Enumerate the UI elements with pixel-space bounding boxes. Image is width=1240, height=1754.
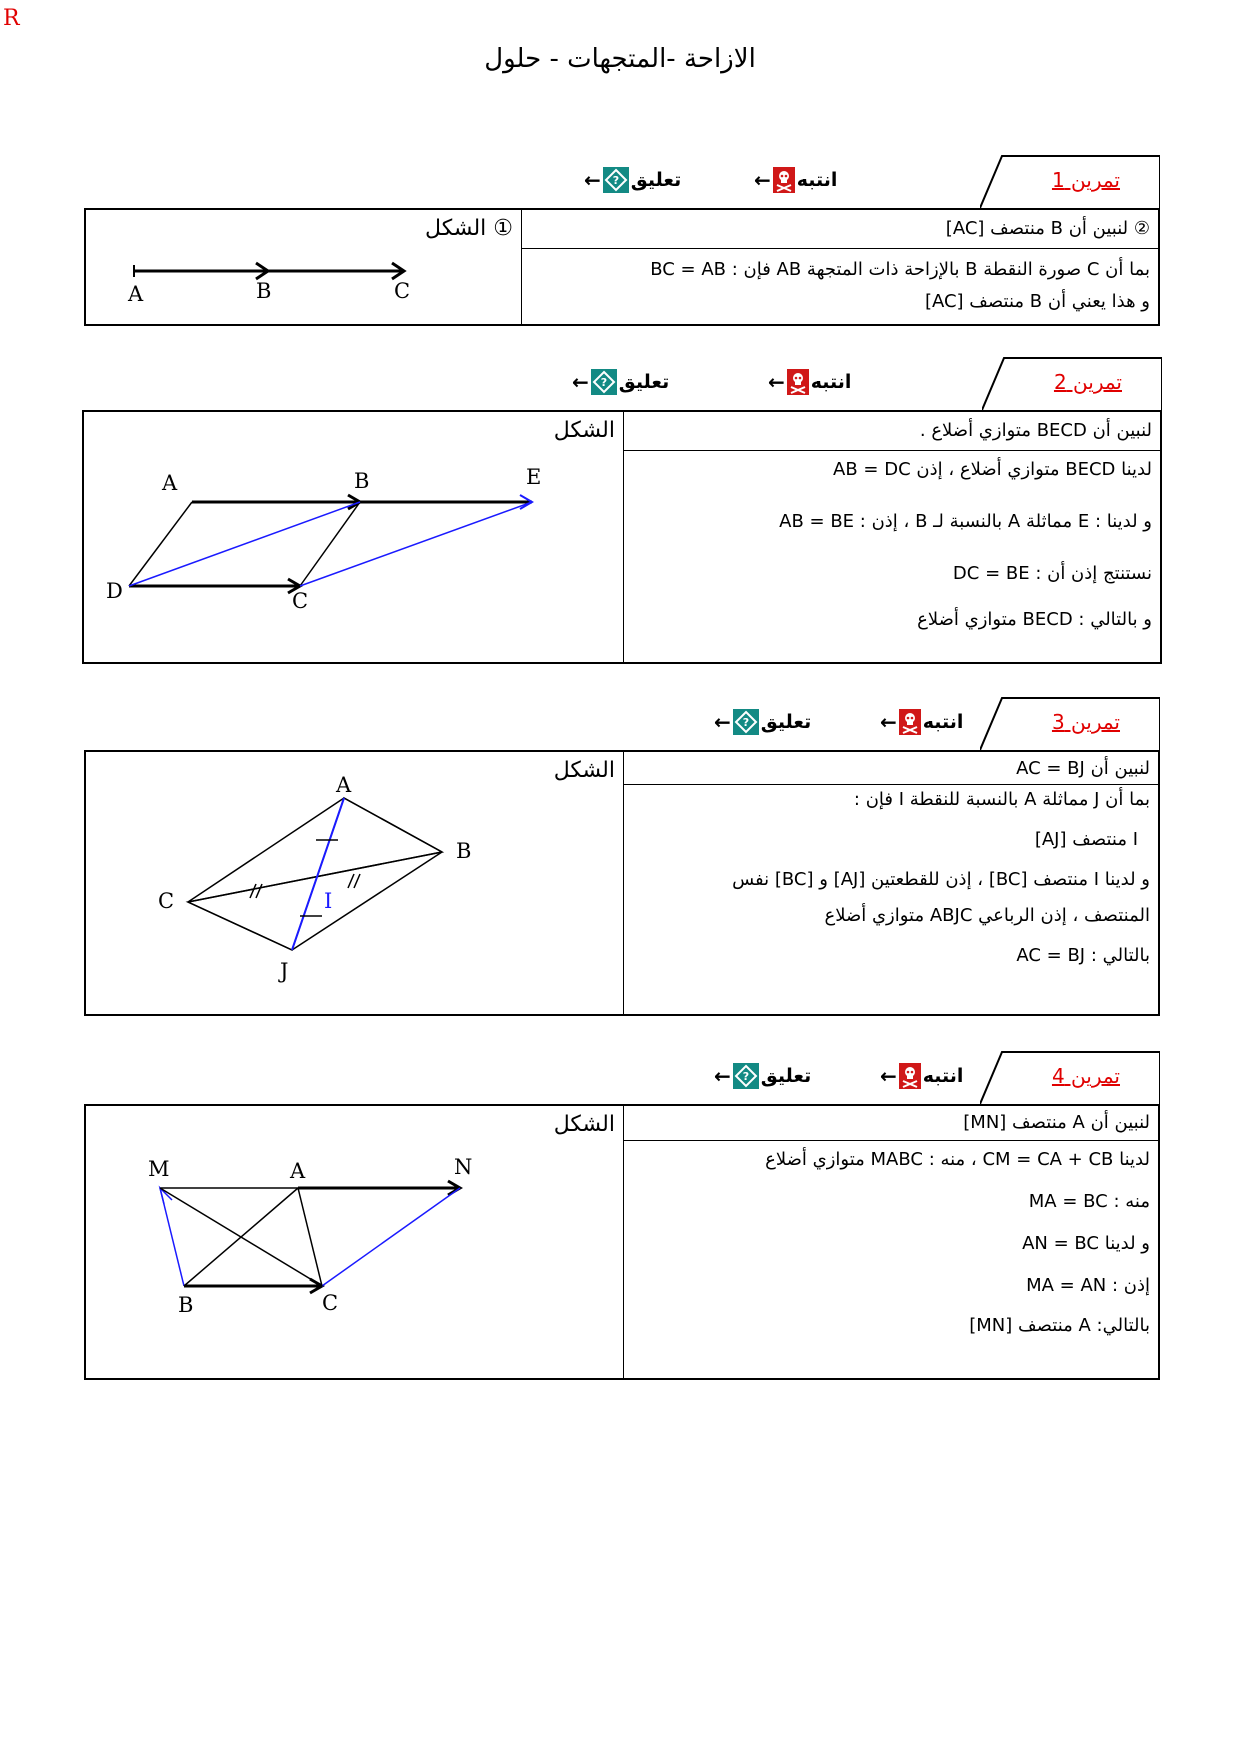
left-arrow-icon: ← <box>714 710 731 734</box>
solution-line: إذن : MA = AN <box>1026 1275 1150 1296</box>
figure-cell <box>86 752 624 1014</box>
comment-button[interactable] <box>714 708 811 736</box>
solution-line: لدينا CM = CA + CB ، منه : MABC متوازي أضلاع <box>765 1149 1150 1170</box>
left-arrow-icon: ← <box>880 1064 897 1088</box>
point-j-label: J <box>280 959 289 983</box>
left-arrow-icon: ← <box>714 1064 731 1088</box>
exercise-title[interactable]: تمرين 3 <box>1051 710 1120 734</box>
exercise-title[interactable]: تمرين 2 <box>1053 370 1122 394</box>
left-arrow-icon: ← <box>584 168 601 192</box>
solution-cell <box>624 752 1158 1014</box>
solution-line: و لدينا AN = BC <box>1022 1233 1150 1254</box>
attention-button[interactable] <box>754 166 837 194</box>
attention-button[interactable] <box>768 368 851 396</box>
solution-line: منه : MA = BC <box>1028 1191 1150 1212</box>
solution-cell <box>522 210 1158 324</box>
point-a-label: A <box>128 282 144 306</box>
comment-button[interactable] <box>714 1062 811 1090</box>
comment-icon <box>733 1063 759 1089</box>
corner-mark: R <box>3 6 20 31</box>
skull-icon <box>899 1063 921 1089</box>
page-title: الازاحة -المتجهات - حلول <box>484 44 756 74</box>
solution-question: لنبين أن A منتصف [MN] <box>624 1106 1158 1141</box>
figure-label: الشكل <box>553 418 615 443</box>
point-n-label: N <box>454 1155 473 1179</box>
figure-3 <box>86 752 624 1014</box>
comment-label: تعليق <box>760 711 812 733</box>
exercise-header <box>82 356 1162 410</box>
exercise-table <box>84 750 1160 1016</box>
left-arrow-icon: ← <box>768 370 785 394</box>
solution-line: نستنتج إذن أن : DC = BE <box>952 563 1152 584</box>
comment-icon <box>733 709 759 735</box>
point-m-label: M <box>148 1157 170 1181</box>
point-c-label: C <box>292 589 309 613</box>
figure-cell <box>86 1106 624 1378</box>
point-e-label: E <box>526 465 542 489</box>
svg-text:?: ? <box>612 174 619 187</box>
left-arrow-icon: ← <box>880 710 897 734</box>
skull-icon <box>773 167 795 193</box>
attention-label: انتبه <box>922 711 964 733</box>
exercise-table <box>82 410 1162 664</box>
comment-button[interactable] <box>584 166 681 194</box>
solution-question: لنبين أن BECD متوازي أضلاع . <box>624 412 1160 451</box>
point-d-label: D <box>106 579 123 603</box>
exercise-header <box>84 696 1160 750</box>
segment-db <box>129 502 360 586</box>
solution-question: لنبين أن AC = BJ <box>624 752 1158 785</box>
point-i-label: I <box>324 889 333 913</box>
comment-label: تعليق <box>760 1065 812 1087</box>
exercise-2 <box>82 356 1162 664</box>
attention-label: انتبه <box>810 371 852 393</box>
solution-line: بالتالي: A منتصف [MN] <box>969 1315 1150 1336</box>
comment-label: تعليق <box>618 371 670 393</box>
skull-icon <box>899 709 921 735</box>
solution-line: بما أن J مماثلة A بالنسبة للنقطة I فإن : <box>853 789 1150 810</box>
exercise-title[interactable]: تمرين 1 <box>1051 168 1120 192</box>
segment-cn <box>322 1188 460 1286</box>
figure-label: ① الشكل <box>425 216 513 241</box>
solution-line: و لدينا I منتصف [BC] ، إذن للقطعتين [AJ] و [BC] نفس <box>732 869 1150 890</box>
attention-button[interactable] <box>880 708 963 736</box>
point-b-label: B <box>256 279 272 303</box>
attention-button[interactable] <box>880 1062 963 1090</box>
solution-line: و لدينا : E مماثلة A بالنسبة لـ B ، إذن : AB = BE <box>779 511 1152 532</box>
solution-line: I منتصف [AJ] <box>1034 829 1138 850</box>
comment-button[interactable] <box>572 368 669 396</box>
figure-label: الشكل <box>553 758 615 783</box>
figure-4 <box>86 1106 624 1378</box>
exercise-header <box>84 154 1160 208</box>
comment-icon <box>603 167 629 193</box>
point-c-label: C <box>158 889 175 913</box>
exercise-title[interactable]: تمرين 4 <box>1051 1064 1120 1088</box>
point-c-label: C <box>322 1291 339 1315</box>
comment-label: تعليق <box>630 169 682 191</box>
solution-line: المنتصف ، إذن الرباعي ABJC متوازي أضلاع <box>824 905 1150 926</box>
comment-icon <box>591 369 617 395</box>
solution-line: بالتالي : AC = BJ <box>1016 945 1150 966</box>
solution-line: و هذا يعني أن B منتصف [AC] <box>924 291 1150 312</box>
point-a-label: A <box>336 773 352 797</box>
exercise-table <box>84 208 1160 326</box>
svg-text:?: ? <box>600 376 607 389</box>
solution-line: و بالتالي : BECD متوازي أضلاع <box>917 609 1152 630</box>
figure-cell <box>86 210 522 324</box>
exercise-1 <box>84 154 1160 326</box>
solution-line: بما أن C صورة النقطة B بالإزاحة ذات المتجهة AB فإن : BC = AB <box>650 259 1150 280</box>
segment-aj <box>292 798 344 950</box>
segment-ce <box>300 502 532 586</box>
svg-text:?: ? <box>742 1070 749 1083</box>
point-b-label: B <box>456 839 472 863</box>
attention-label: انتبه <box>922 1065 964 1087</box>
solution-cell <box>624 1106 1158 1378</box>
exercise-table <box>84 1104 1160 1380</box>
attention-label: انتبه <box>796 169 838 191</box>
figure-cell <box>84 412 624 662</box>
solution-question: ② لنبين أن B منتصف [AC] <box>522 210 1158 249</box>
point-b-label: B <box>178 1293 194 1317</box>
figure-1 <box>86 210 522 324</box>
skull-icon <box>787 369 809 395</box>
exercise-header <box>84 1050 1160 1104</box>
svg-text:?: ? <box>742 716 749 729</box>
left-arrow-icon: ← <box>572 370 589 394</box>
exercise-4 <box>84 1050 1160 1380</box>
point-a-label: A <box>290 1159 306 1183</box>
point-c-label: C <box>394 279 411 303</box>
figure-label: الشكل <box>553 1112 615 1137</box>
point-a-label: A <box>162 471 178 495</box>
exercise-3 <box>84 696 1160 1016</box>
solution-cell <box>624 412 1160 662</box>
solution-line: لدينا BECD متوازي أضلاع ، إذن AB = DC <box>833 459 1152 480</box>
left-arrow-icon: ← <box>754 168 771 192</box>
figure-2 <box>84 412 624 662</box>
point-b-label: B <box>354 469 370 493</box>
